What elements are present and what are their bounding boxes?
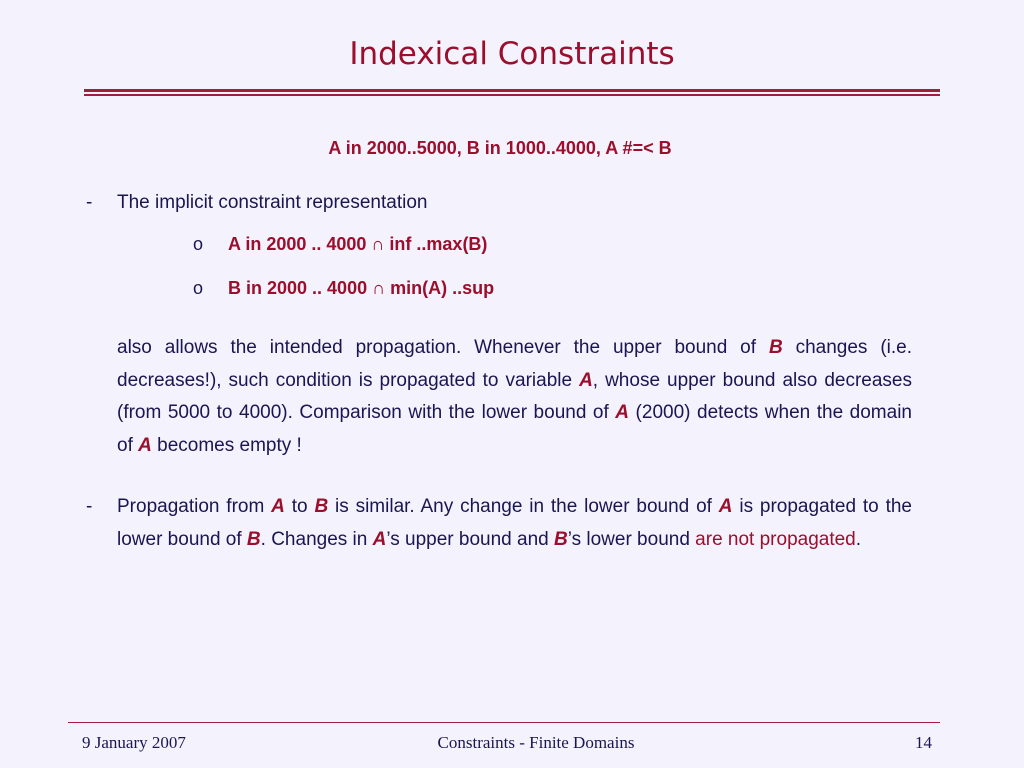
para-text: Propagation from xyxy=(117,496,272,517)
para-text: is propagated to the lower bound of xyxy=(117,496,912,550)
var-a: A xyxy=(579,369,593,391)
title-rule-top xyxy=(84,89,940,92)
para-text: . xyxy=(855,528,862,550)
bullet-marker: - xyxy=(86,496,93,517)
var-a: A xyxy=(271,496,285,517)
para-text: ’s lower bound xyxy=(567,528,696,550)
propagation-paragraph xyxy=(117,332,912,462)
sub-bullet-marker: o xyxy=(193,234,204,254)
title-rule-bottom xyxy=(84,94,940,96)
footer-course: Constraints - Finite Domains xyxy=(437,733,635,752)
bullet-marker: - xyxy=(86,192,93,213)
var-a: A xyxy=(718,496,733,517)
para-text: ’s upper bound and xyxy=(386,528,554,550)
sub-item-b: B in 2000 .. 4000 ∩ min(A) ..sup xyxy=(228,278,495,298)
footer-date: 9 January 2007 xyxy=(82,733,186,752)
para-text: . Changes in xyxy=(260,528,373,550)
bullet-propagation-a-to-b xyxy=(117,491,912,556)
not-propagated-highlight: are not propagated xyxy=(695,528,856,550)
para-text: is similar. Any change in the lower bound of xyxy=(328,496,719,517)
para-text: (2000) detects when the domain of xyxy=(117,402,912,456)
var-a: A xyxy=(615,402,630,423)
sub-bullet-marker: o xyxy=(193,278,204,298)
para-text: to xyxy=(284,496,315,517)
sub-item-a: A in 2000 .. 4000 ∩ inf ..max(B) xyxy=(228,234,488,254)
var-b: B xyxy=(314,496,329,517)
para-text: , whose upper bound also decreases (from 5000 to 4000). Comparison with the lower bound of xyxy=(117,369,912,423)
var-b: B xyxy=(768,337,783,358)
var-a: A xyxy=(138,434,152,456)
footer-rule xyxy=(68,722,940,723)
bullet-implicit-representation: The implicit constraint representation xyxy=(117,192,428,213)
para-text: also allows the intended propagation. Whenever the upper bound of xyxy=(117,337,769,358)
slide-title: Indexical Constraints xyxy=(349,36,675,72)
para-text: changes (i.e. decreases!), such condition is propagated to variable xyxy=(117,337,912,391)
constraint-heading: A in 2000..5000, B in 1000..4000, A #=< B xyxy=(328,138,672,158)
var-b: B xyxy=(246,528,261,550)
page-number: 14 xyxy=(915,733,932,752)
para-text: becomes empty ! xyxy=(151,434,302,456)
var-a: A xyxy=(372,528,387,550)
var-b: B xyxy=(553,528,568,550)
